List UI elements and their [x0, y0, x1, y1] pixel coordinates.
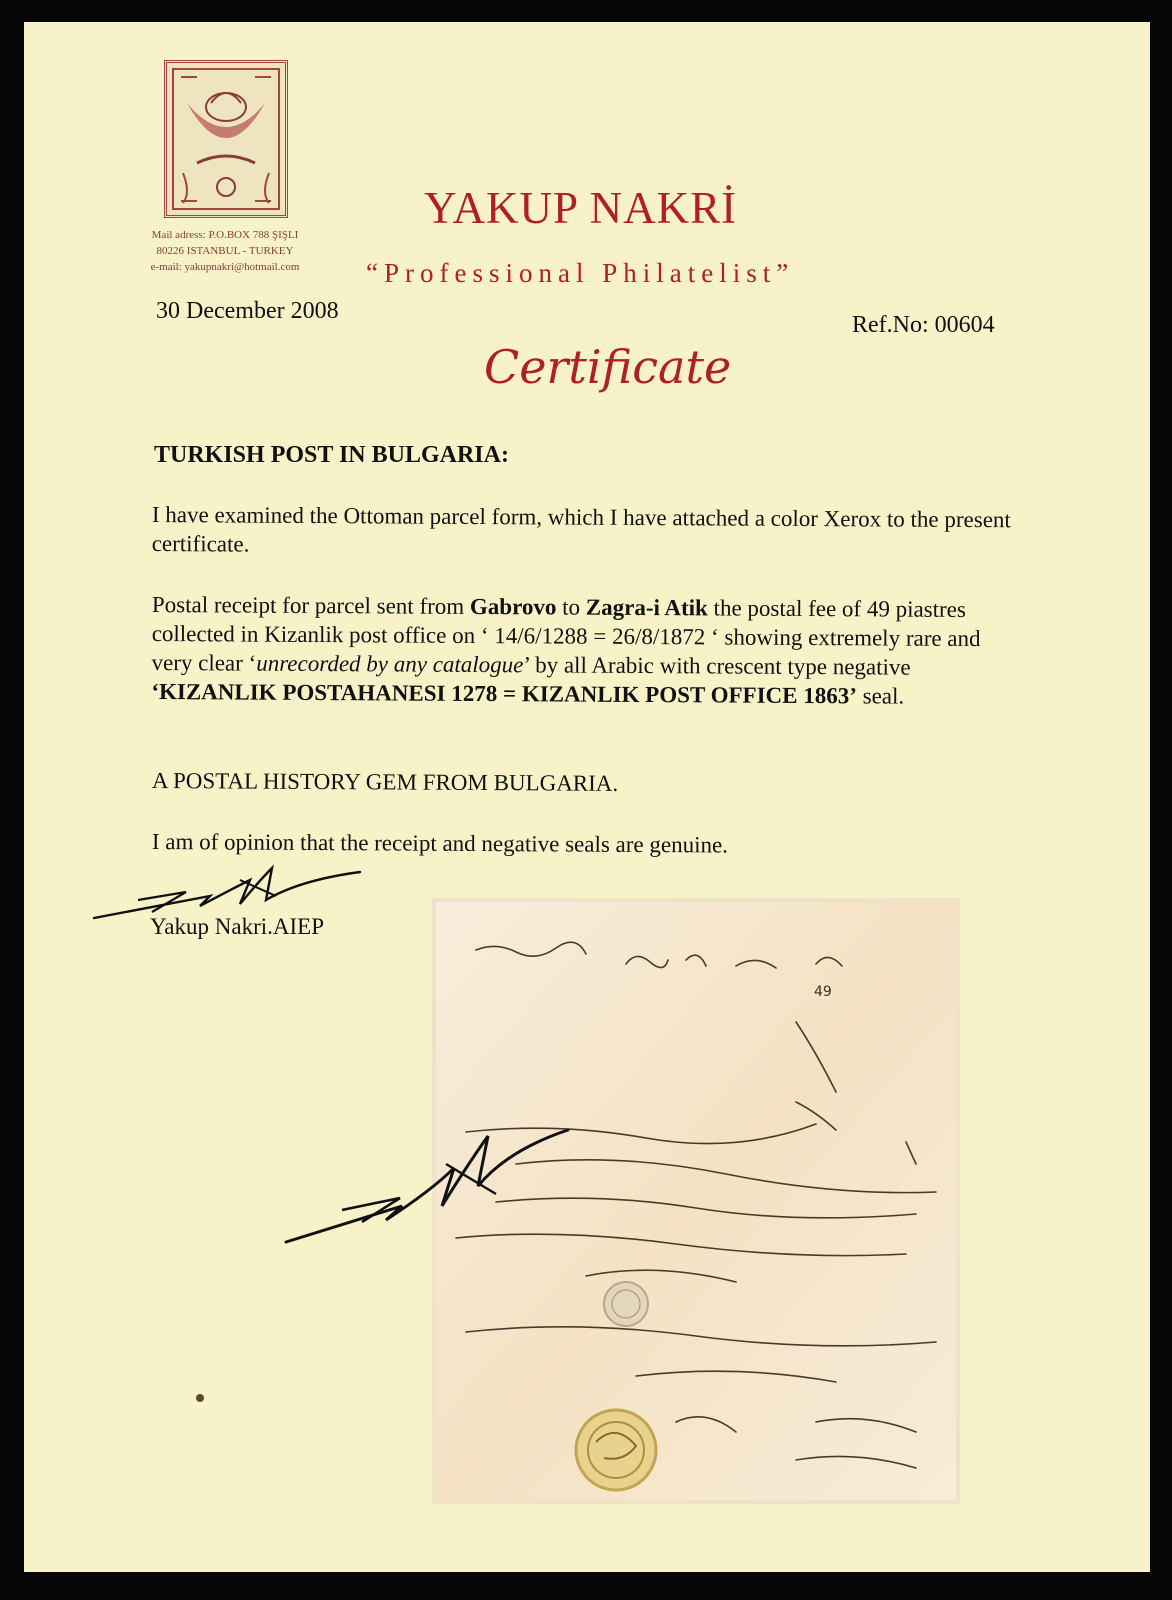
description-text: ’ by all Arabic with crescent type negative	[523, 652, 911, 680]
description-text: to	[556, 594, 586, 620]
description-text: Postal receipt for parcel sent from	[151, 591, 471, 619]
gem-statement: A POSTAL HISTORY GEM FROM BULGARIA.	[151, 767, 619, 796]
company-name: YAKUP NAKRİ	[424, 183, 738, 233]
examination-paragraph: I have examined the Ottoman parcel form, which I have attached a color Xerox to the present certificate.	[151, 501, 1011, 557]
fee-numeral: 49	[814, 984, 832, 1000]
origin-town: Gabrovo	[469, 593, 557, 620]
ottoman-stamp-logo	[164, 60, 288, 218]
unrecorded-note: unrecorded by any catalogue	[256, 650, 524, 678]
certificate-sheet	[24, 22, 1150, 1572]
certificate-subject: TURKISH POST IN BULGARIA:	[154, 442, 509, 468]
description-text: the postal fee of 49 piastres collected in Kizanlik post office on ‘ 14/6/1288 = 26/8/1872 ‘ showing extremely rare and very clear ‘	[151, 595, 981, 676]
certificate-title: Certificate	[484, 340, 732, 394]
certificate-date: 30 December 2008	[156, 298, 339, 324]
opinion-statement: I am of opinion that the receipt and negative seals are genuine.	[151, 828, 729, 858]
contact-email[interactable]: e-mail: yakupnakri@hotmail.com	[150, 261, 300, 273]
contact-address	[120, 227, 330, 275]
destination-town: Zagra-i Atik	[585, 594, 708, 621]
signer-name: Yakup Nakri.AIEP	[150, 914, 324, 939]
seal-name: ‘KIZANLIK POSTAHANESI 1278 = KIZANLIK POST OFFICE 1863’	[151, 678, 858, 709]
paper-mark	[196, 1394, 204, 1402]
reference-number: Ref.No: 00604	[852, 312, 995, 338]
description-text: seal.	[856, 683, 905, 709]
contact-line: 80226 ISTANBUL - TURKEY	[156, 245, 294, 257]
company-tagline: “Professional Philatelist”	[366, 258, 795, 288]
description-paragraph	[151, 590, 1012, 711]
contact-line: Mail adress: P.O.BOX 788 ŞIŞLI	[151, 229, 299, 241]
signature-over-attachment	[282, 1110, 572, 1250]
